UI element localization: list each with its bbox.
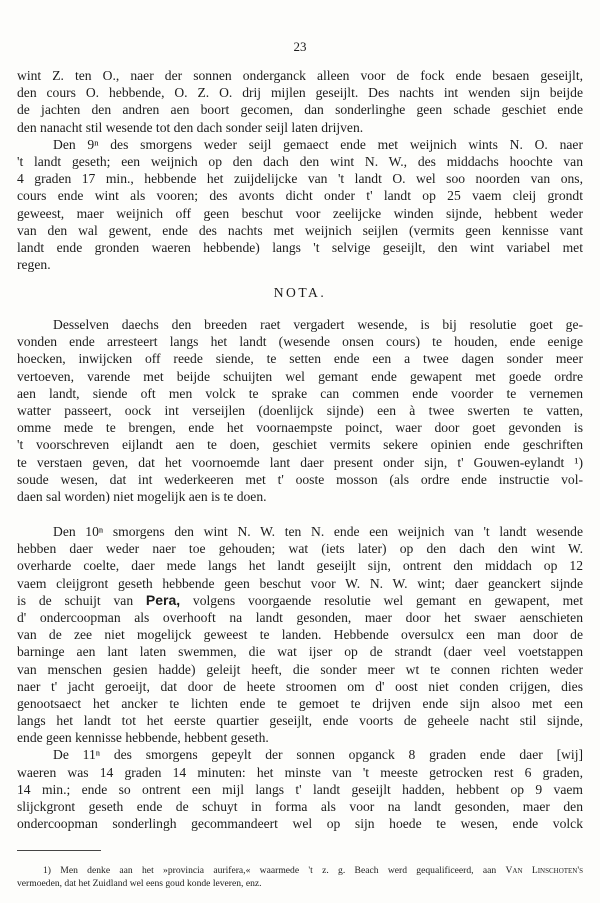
text-line: vermoeden, dat het Zuidland wel eens goud konde leveren, enz. [17,878,262,889]
text-line: van den wal gewent, ende des nachts met weijnich seijlen (vermits geen kennisse vant [17,222,583,238]
text-line: hebben daer weder naer toe gehouden; wat (iets later) op den dach den wint W. [17,541,583,557]
text-line: Den 10ⁿ smorgens den wint N. W. ten N. ende een weijnich van 't landt wesende [53,524,583,539]
text-line [17,864,583,877]
text-line: 4 graden 17 min., hebbende het zuijdelijcke van 't landt O. wel soo noorden van ons, [17,171,583,187]
text-line: soude wesen, dat int wederkeeren met t' ooste mosson (als ordre ende instructie vol- [17,471,583,487]
text-line: d' ondercoopman als overhooft na landt gesonden, maer door het swaer aenschieten [17,609,583,625]
text-line: regen. [17,257,51,273]
author-name: Van Linschoten's [505,865,583,876]
text-run: volgens voorgaende resolutie wel gemant en gewapent, met [180,592,583,608]
text-line: ondercoopman sonderlingh gecommandeert wel op sijn hoede te wesen, ende volck [17,816,583,832]
text-line: landt ende gronden waeren hebbende) langs 't selvige geseijlt, den wint variabel met [17,239,583,255]
text-line: omme mede te brengen, ende het voornaempste poinct, waer door goet gevonden is [17,420,583,436]
text-line: waeren was 14 graden 14 minuten: het minste van 't meeste getrocken rest 6 graden, [17,764,583,780]
text-line: slijckgront geseth ende de schuyt in forma als voor na landt gesonden, maer den [17,799,583,814]
footnote-divider [17,850,101,851]
text-line: De 11ⁿ des smorgens gepeylt der sonnen opganck 8 graden ende daer [wij] [53,747,583,763]
text-line: langs het landt tot het eerste quartier geseijlt, ende voorts de geheele nacht stil sijnde, [17,713,583,729]
text-line: geweest, maer weijnich off geen beschut voor zeelijcke winden sijnde, hebbent weder [17,205,583,221]
text-line: van de zee niet mogelijck geweest te landen. Hebbende oversulcx een man door de [17,627,583,643]
text-line: aen landt, siende oft men volck te sprake can commen ende voorder te vernemen [17,385,583,401]
text-line: genootsaect het ancker te lichten ende te gemoet te drijven ende sijn alsoo met een [17,695,583,711]
text-line: Desselven daechs den breeden raet vergadert wesende, is bij resolutie goet ge- [53,317,583,332]
text-line: watter passeert, oock int verseijlen (doenlijck sijnde) een à twee swerten te vatten, [17,402,583,418]
text-line: vaem cleijgront geseth hebbende geen beschut voor W. N. W. wint; daer geanckert sijnde [17,575,583,591]
paragraph [17,67,583,136]
text-line: vonden ende arresteert langs het landt (wesende onsen cours) te houden, ende eenige [17,334,583,350]
text-line: de jachten den andren aen boort gecomen, dan sonderlinghe geen schade geschiet ende [17,102,583,118]
text-line: 't voorschreven eijlandt aen te doen, geschiet vermits sekere opinien ende geschriften [17,437,583,453]
text-run: is de schuijt van [17,592,146,608]
body-section-1 [17,67,583,273]
ship-name: Pera, [145,591,181,608]
text-line: ende geen kennisse hebbende, hebbent geseth. [17,730,269,746]
text-line: den nanacht stil wesende tot den dach sonder seijl laten drijven. [17,119,364,135]
text-line: daen sal worden) niet mogelijk aen is te doen. [17,488,267,504]
text-line: Den 9ⁿ des smorgens weder seijl gemaect ende met weijnich wints N. O. naer [53,136,583,152]
text-line: wint Z. ten O., naer der sonnen onderganck alleen voor de fock ende besaen geseijlt, [17,68,583,83]
paragraph [17,523,583,746]
text-line [17,592,583,609]
text-line: 14 min.; ende so ontrent een mijl langs t' landt geseijlt hadden, hebbent op 9 vaem [17,781,583,797]
text-line: 't landt geseth; een weijnich op den dach den wint N. W., des middachs hoochte van [17,153,583,169]
paragraph [17,136,583,274]
paragraph [17,316,583,505]
paragraph [17,746,583,832]
text-line: hoecken, inwijcken off reede siende, te setten ende een a twee dagen sonder meer [17,351,583,367]
section-heading-nota: NOTA. [273,285,327,300]
page-number: 23 [293,39,307,54]
text-line: den cours O. hebbende, O. Z. O. drij mijlen geseijlt. Des nachts int wenden sijn beijde [17,85,583,101]
body-section-3 [17,523,583,832]
text-line: vertoeven, varende met beijde schuijten wel gemant ende gewapent met goede ordre [17,368,583,384]
text-line: naer t' jacht geroeijt, dat door de heete stroomen om d' oost niet conden crijgen, dies [17,678,583,694]
body-section-2 [17,316,583,505]
text-line: van menschen gesien hadde) geleijt heeft, die sonder meer wt te connen richten weder [17,661,583,677]
text-line: barninge aen lant laten swemmen, die wat ijser op de strandt (daer veel voetstappen [17,644,583,660]
footnote [17,864,583,890]
text-run: 1) Men denke aan het »provincia aurifera,« waarmede 't z. g. Beach werd gequalificeerd, aan [43,865,506,876]
text-line: overharde coelte, daer mede langs het landt geseijlt sijn, ontrent den middach op 12 [17,558,583,574]
text-line: cours ende wint als vooren; des avonts dicht onder t' landt op 25 vaem cleij grondt [17,188,583,204]
text-line: te verstaen geven, dat het voornoemde lant daer present onder sijn, t' Gouwen-eylandt ¹) [17,454,583,470]
